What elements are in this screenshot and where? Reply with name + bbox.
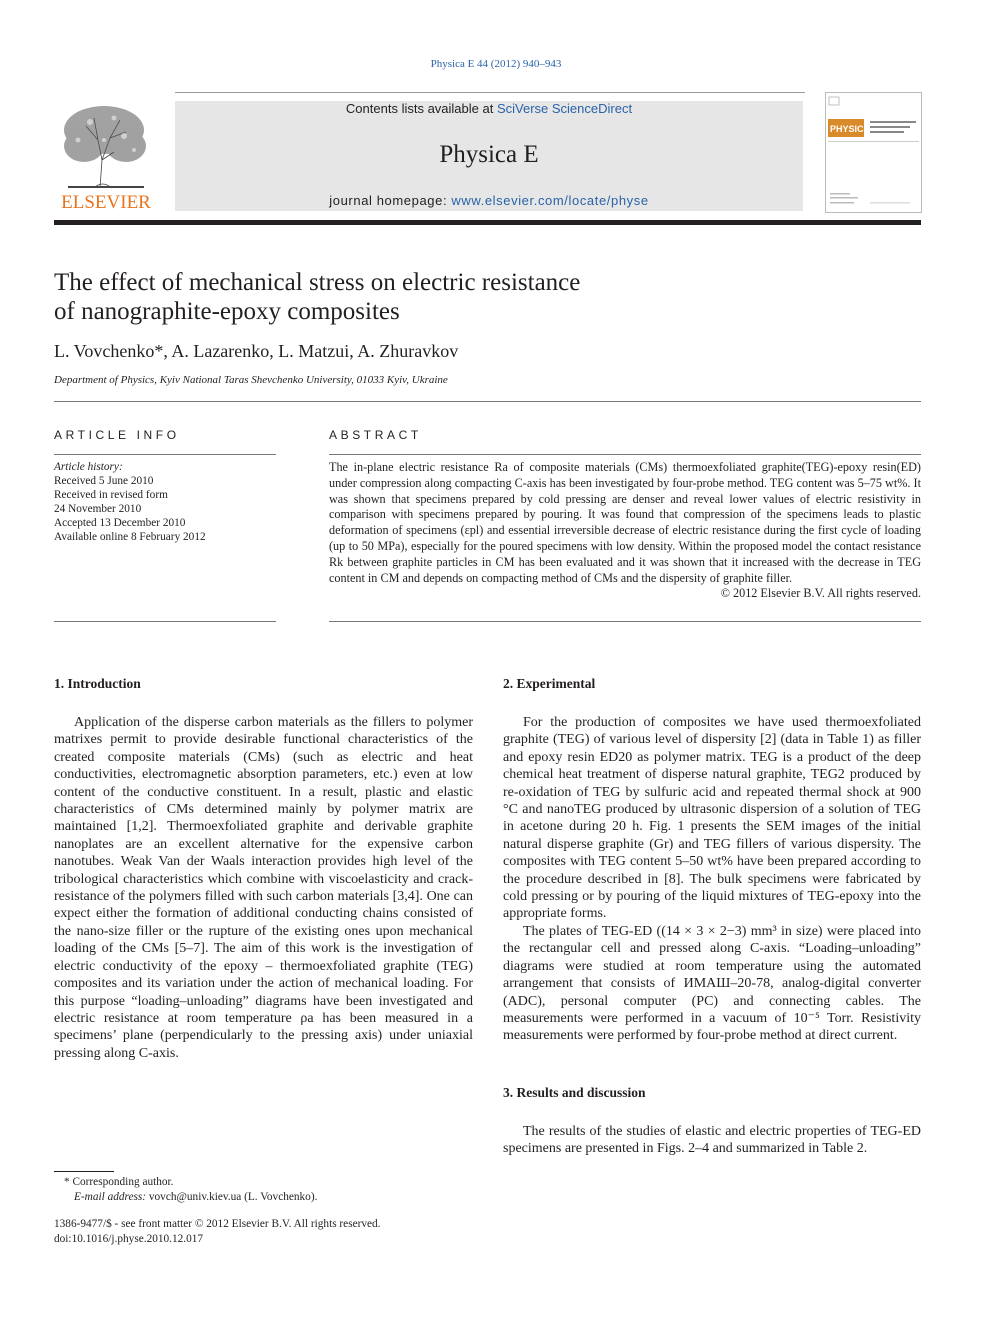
abstract-heading: ABSTRACT [329, 428, 422, 442]
issn-line: 1386-9477/$ - see front matter © 2012 Elsevier B.V. All rights reserved. [54, 1218, 381, 1230]
divider [329, 454, 921, 455]
elsevier-logo [54, 100, 158, 212]
history-item: 24 November 2010 [54, 503, 142, 516]
journal-reference[interactable]: Physica E 44 (2012) 940–943 [430, 58, 562, 70]
doi-line[interactable]: doi:10.1016/j.physe.2010.12.017 [54, 1232, 204, 1245]
divider [329, 621, 921, 622]
sciencedirect-link[interactable]: SciVerse ScienceDirect [496, 101, 633, 116]
issn-doi [54, 1217, 473, 1246]
history-item: Available online 8 February 2012 [54, 531, 206, 544]
history-item: Received 5 June 2010 [54, 475, 154, 488]
author-list: L. Vovchenko*, A. Lazarenko, L. Matzui, A. Zhuravkov [54, 341, 459, 361]
header-divider [54, 220, 921, 225]
homepage-link[interactable]: www.elsevier.com/locate/physe [451, 193, 649, 208]
journal-cover-thumbnail [825, 92, 922, 213]
email-note: E-mail address: vovch@univ.kiev.ua (L. Vovchenko). [74, 1190, 318, 1203]
article-info-heading: ARTICLE INFO [54, 428, 180, 442]
section-title-results: 3. Results and discussion [503, 1084, 646, 1100]
paragraph: The plates of TEG-ED ((14 × 3 × 2−3) mm³ in size) were placed into the rectangular cell and pressed along C-axis. “Loading–unloading” diagrams were studied at room temperature using the automated arrangement that consists of ИМАШ–20-78, analog-digital converter (ADC), personal computer (PC) and connecting cables. The measurements were performed in a vacuum of 10⁻⁵ Torr. Resistivity measurements were performed by four-probe method at direct current. [503, 923, 921, 1044]
paragraph: For the production of composites we have used thermoexfoliated graphite (TEG) of various level of dispersity [2] (data in Table 1) as filler and epoxy resin ED20 as polymer matrix. TEG is a product of the deep chemical heat treatment of disperse natural graphite, TEG2 produced by re-oxidation of TEG by sulfuric acid and repeated thermal shock at 900 °C and nanoTEG produced by ultrasonic dispersion of a solution of TEG in acetone during 20 h. Fig. 1 presents the SEM images of the initial natural disperse graphite (Gr) and TEG fillers of various dispersity. The composites with TEG content 5–50 wt% have been prepared according to the procedure described in [8]. The bulk specimens were fabricated by cold pressing or by pouring of the liquid mixtures of TEG-epoxy into the appropriate forms. [503, 715, 921, 922]
paragraph: The results of the studies of elastic and electric properties of TEG-ED specimens are presented in Figs. 2–4 and summarized in Table 2. [503, 1123, 921, 1157]
article-history [54, 460, 276, 545]
corresponding-author-note: * Corresponding author. [64, 1176, 174, 1188]
abstract-text: The in-plane electric resistance Ra of composite materials (CMs) thermoexfoliated graphite(TEG)-epoxy resin(ED) under compression along compacting C-axis has been investigated by four-probe method. TEG content was 5–75 wt%. It was shown that specimens prepared by cold pressing are denser and reveal lower values of electric resistivity in comparison with specimens prepared by pouring. It was found that compression of the specimens leads to plastic deformation of specimens (εpl) and essential irreversible decrease of electric resistance during the first cycle of loading (up to 50 MPa), especially for the poured specimens with low density. Within the proposed model the contact resistance Rk between graphite particles in CM has been evaluated and it was shown that it increased with the decrease in TEG content in CM and depends on compacting method of CMs and the dispersity of graphite filler. [329, 460, 921, 585]
journal-masthead [175, 101, 803, 211]
right-column [503, 676, 921, 1158]
article-title: The effect of mechanical stress on electric resistance of nanographite-epoxy composites [54, 269, 581, 325]
elsevier-wordmark: ELSEVIER [61, 192, 151, 212]
section-title-introduction: 1. Introduction [54, 676, 141, 691]
left-column [54, 676, 473, 1062]
cover-title: PHYSICA [830, 124, 871, 134]
footnotes [54, 1175, 473, 1204]
section-title-experimental: 2. Experimental [503, 676, 596, 691]
footnote-rule [54, 1171, 114, 1172]
abstract-body [329, 460, 921, 602]
affiliation: Department of Physics, Kyiv National Taras Shevchenko University, 01033 Kyiv, Ukraine [54, 374, 448, 386]
header-top-rule [175, 92, 805, 93]
journal-name: Physica E [439, 141, 539, 168]
history-label: Article history: [54, 461, 123, 473]
elsevier-tree-icon [54, 100, 158, 212]
divider [54, 454, 276, 455]
history-item: Received in revised form [54, 489, 168, 502]
divider [54, 621, 276, 622]
copyright: © 2012 Elsevier B.V. All rights reserved. [720, 586, 921, 601]
contents-line: Contents lists available at SciVerse ScienceDirect [345, 101, 633, 116]
divider [54, 401, 921, 402]
homepage-line: journal homepage: www.elsevier.com/locate/physe [329, 193, 649, 208]
paragraph: Application of the disperse carbon materials as the fillers to polymer matrixes permit to provide desirable functional characteristics of the created composite materials (CMs) (such as electric and heat conductivities, electromagnetic absorption parameters, etc.) even at low content of the conductive constituent. In a result, plastic and elastic characteristics of CMs determined mainly by polymer matrix are maintained [1,2]. Thermoexfoliated graphite and derivable graphite nanoplates are an excellent alternative for the expensive carbon nanotubes. Weak Van der Waals interaction provides high level of the tribological characteristics which combine with viscoelasticity and crack-resistance of the polymers filled with such carbon materials [3,4]. One can expect either the formation of additional conducting chains consisted of the nano-size filler or the rupture of the existing ones upon mechanical loading of the CMs [5–7]. The aim of this work is the investigation of electric conductivity of the epoxy – thermoexfoliated graphite (TEG) composites and its variation under the action of mechanical loading. For this purpose “loading–unloading” diagrams have been investigated and electric resistance at room temperature ρa has been measured in a specimens’ plane (perpendicularly to the pressing axis) under uniaxial pressing along C-axis. [54, 715, 473, 1061]
history-item: Accepted 13 December 2010 [54, 517, 186, 530]
